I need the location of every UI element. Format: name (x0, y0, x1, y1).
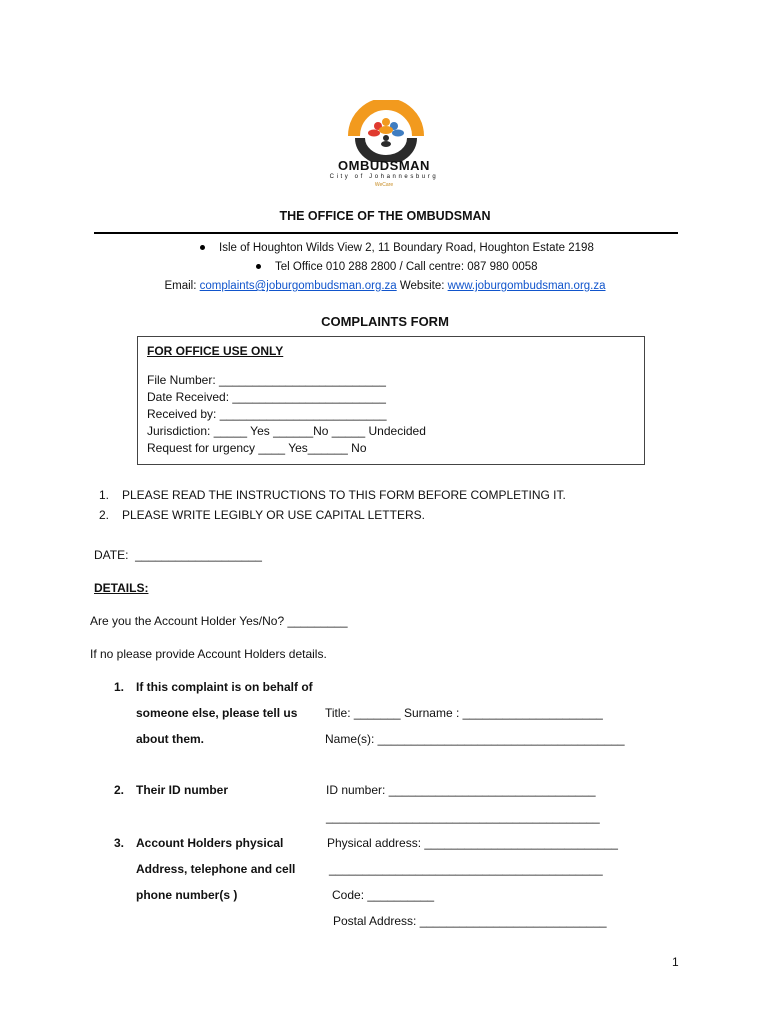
item-1-label-line-3: about them. (136, 732, 204, 746)
office-use-title: FOR OFFICE USE ONLY (147, 344, 284, 358)
telephone-line (256, 261, 538, 273)
item-3-label-line-1: Account Holders physical (136, 836, 284, 850)
bullet-icon (256, 264, 261, 269)
website-link[interactable]: www.joburgombudsman.org.za (447, 280, 606, 292)
details-heading: DETAILS: (94, 581, 149, 595)
address-text: Isle of Houghton Wilds View 2, 11 Boundary Road, Houghton Estate 2198 (219, 242, 594, 254)
form-title: COMPLAINTS FORM (321, 314, 449, 329)
instruction-1-number: 1. (99, 488, 110, 502)
telephone-text: Tel Office 010 288 2800 / Call centre: 087 980 0058 (275, 261, 538, 273)
bullet-icon (200, 245, 205, 250)
item-3-number: 3. (114, 836, 125, 850)
date-received-field: Date Received: _______________________ (147, 390, 386, 404)
names-field[interactable]: Name(s): _____________________________________ (325, 732, 625, 746)
postal-address-field[interactable]: Postal Address: ____________________________ (333, 914, 607, 928)
instruction-2-text: PLEASE WRITE LEGIBLY OR USE CAPITAL LETTERS. (122, 508, 425, 522)
office-use-box (137, 336, 645, 465)
logo-subtitle: City of Johannesburg (329, 174, 439, 180)
physical-address-continuation[interactable]: _________________________________________ (329, 862, 603, 876)
email-link[interactable]: complaints@joburgombudsman.org.za (199, 280, 397, 292)
received-by-field: Received by: _________________________ (147, 407, 387, 421)
email-label: Email: (164, 280, 197, 292)
logo-wordmark: OMBUDSMAN (338, 158, 430, 173)
item-1-label-line-2: someone else, please tell us (136, 706, 298, 720)
item-2-number: 2. (114, 783, 125, 797)
item-2-label: Their ID number (136, 783, 229, 797)
instruction-1-text: PLEASE READ THE INSTRUCTIONS TO THIS FORM BEFORE COMPLETING IT. (122, 488, 566, 502)
account-holder-instruction: If no please provide Account Holders details. (90, 647, 327, 661)
jurisdiction-field: Jurisdiction: _____ Yes ______No _____ Undecided (147, 424, 426, 438)
code-field[interactable]: Code: __________ (332, 888, 435, 902)
office-title: THE OFFICE OF THE OMBUDSMAN (279, 209, 491, 223)
item-3-label-line-3: phone number(s ) (136, 888, 238, 902)
address-line (200, 242, 594, 254)
item-3-label-line-2: Address, telephone and cell (136, 862, 296, 876)
urgency-field: Request for urgency ____ Yes______ No (147, 441, 367, 455)
page-number: 1 (672, 955, 679, 969)
item-1-number: 1. (114, 680, 125, 694)
title-surname-field[interactable]: Title: _______ Surname : _____________________ (325, 706, 603, 720)
date-field[interactable]: DATE: ___________________ (94, 548, 262, 562)
id-number-field[interactable]: ID number: _______________________________ (326, 783, 596, 797)
instruction-2-number: 2. (99, 508, 110, 522)
contact-line (0, 280, 770, 292)
logo-tagline: WeCare (374, 182, 394, 188)
account-holder-question[interactable]: Are you the Account Holder Yes/No? _________ (90, 614, 348, 628)
physical-address-field[interactable]: Physical address: _____________________________ (327, 836, 618, 850)
header-divider (94, 232, 678, 234)
file-number-field: File Number: _________________________ (147, 373, 386, 387)
id-number-continuation[interactable]: _________________________________________ (326, 810, 600, 824)
item-1-label-line-1: If this complaint is on behalf of (136, 680, 313, 694)
website-label: Website: (399, 280, 445, 292)
